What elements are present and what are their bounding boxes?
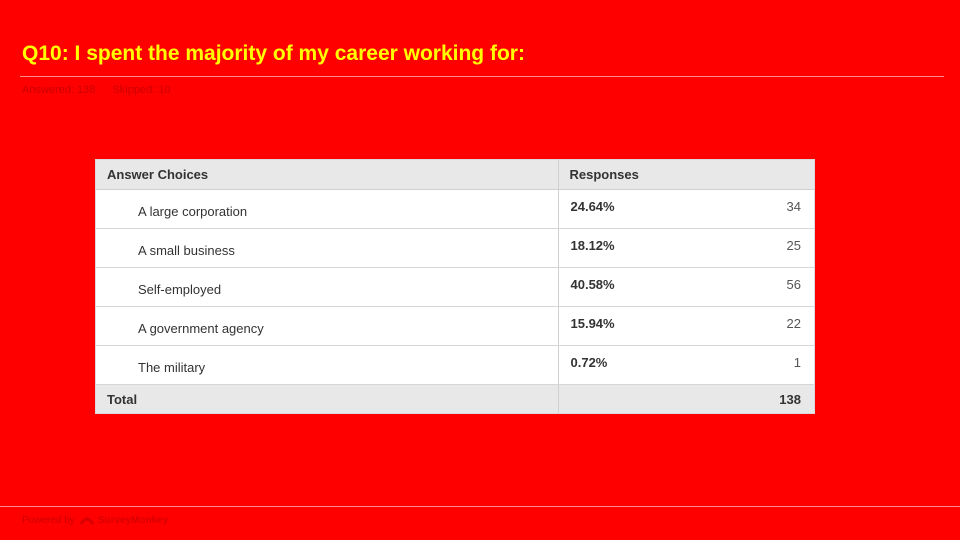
total-count: 138: [558, 385, 814, 414]
table-row: [96, 229, 814, 268]
total-label: Total: [96, 385, 558, 414]
answer-choice: A large corporation: [96, 190, 558, 229]
skipped-count: Skipped: 10: [112, 84, 171, 96]
table-row: [96, 307, 814, 346]
answered-count: Answered: 138: [22, 84, 96, 96]
answer-choice: A government agency: [96, 307, 558, 346]
response-count: 1: [793, 355, 801, 370]
responses-header: Responses: [558, 160, 814, 190]
response-cell: [558, 268, 814, 307]
footer: [22, 515, 168, 526]
answer-choice: The military: [96, 346, 558, 385]
response-percent: 24.64%: [570, 199, 615, 214]
answer-choices-header: Answer Choices: [96, 160, 558, 190]
answer-choice: A small business: [96, 229, 558, 268]
response-cell: [558, 307, 814, 346]
response-percent: 40.58%: [570, 277, 615, 292]
response-percent: 15.94%: [570, 316, 615, 331]
response-cell: [558, 229, 814, 268]
response-cell: [558, 346, 814, 385]
response-count: 25: [786, 238, 801, 253]
response-percent: 0.72%: [570, 355, 608, 370]
footer-divider: [0, 506, 960, 507]
surveymonkey-logo-icon: [79, 516, 95, 525]
response-cell: [558, 190, 814, 229]
response-count: 56: [786, 277, 801, 292]
title-divider: [20, 76, 944, 77]
table-row: [96, 346, 814, 385]
results-table: [96, 160, 814, 413]
response-percent: 18.12%: [570, 238, 615, 253]
brand-name: SurveyMonkey: [97, 515, 169, 526]
answer-choice: Self-employed: [96, 268, 558, 307]
total-row: [96, 385, 814, 414]
response-count: 34: [786, 199, 801, 214]
surveymonkey-logo: [79, 515, 169, 526]
table-header-row: [96, 160, 814, 190]
response-count: 22: [786, 316, 801, 331]
question-title: Q10: I spent the majority of my career working for:: [22, 42, 525, 65]
response-meta: [22, 84, 185, 96]
table-row: [96, 190, 814, 229]
table-row: [96, 268, 814, 307]
powered-by-label: Powered by: [22, 515, 75, 526]
